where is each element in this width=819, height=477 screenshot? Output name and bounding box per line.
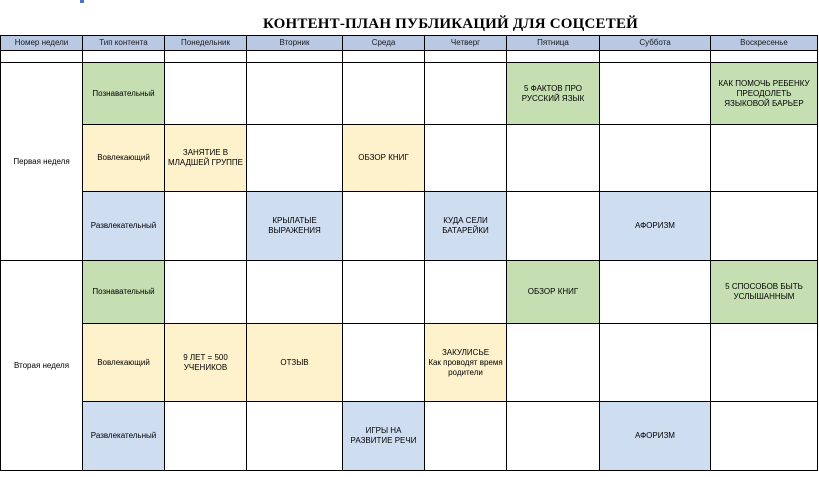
- schedule-cell[interactable]: [600, 324, 711, 402]
- schedule-cell[interactable]: КРЫЛАТЫЕ ВЫРАЖЕНИЯ: [247, 192, 343, 261]
- schedule-cell-title: ЗАКУЛИСЬЕ: [441, 347, 490, 357]
- schedule-cell[interactable]: КУДА СЕЛИ БАТАРЕЙКИ: [425, 192, 507, 261]
- schedule-cell[interactable]: [343, 63, 425, 125]
- header-sunday[interactable]: Воскресенье: [711, 36, 818, 51]
- header-saturday[interactable]: Суббота: [600, 36, 711, 51]
- page-title: КОНТЕНТ-ПЛАН ПУБЛИКАЦИЙ ДЛЯ СОЦСЕТЕЙ: [262, 16, 639, 32]
- schedule-cell[interactable]: АФОРИЗМ: [600, 402, 711, 471]
- header-wednesday[interactable]: Среда: [343, 36, 425, 51]
- schedule-cell[interactable]: [711, 192, 818, 261]
- schedule-cell[interactable]: [711, 125, 818, 192]
- header-monday[interactable]: Понедельник: [165, 36, 247, 51]
- schedule-cell[interactable]: [425, 261, 507, 324]
- schedule-cell[interactable]: [247, 63, 343, 125]
- table-row: [1, 402, 818, 471]
- content-type-cell[interactable]: Познавательный: [83, 261, 165, 324]
- table-row: [1, 192, 818, 261]
- schedule-cell[interactable]: ОТЗЫВ: [247, 324, 343, 402]
- header-friday[interactable]: Пятница: [507, 36, 600, 51]
- schedule-cell[interactable]: [711, 402, 818, 471]
- table-row: [1, 324, 818, 402]
- schedule-cell[interactable]: 9 ЛЕТ = 500 УЧЕНИКОВ: [165, 324, 247, 402]
- table-row: [1, 261, 818, 324]
- content-type-cell[interactable]: Вовлекающий: [83, 324, 165, 402]
- week-label[interactable]: Вторая неделя: [1, 261, 83, 471]
- content-type-cell[interactable]: Развлекательный: [83, 192, 165, 261]
- schedule-cell[interactable]: КАК ПОМОЧЬ РЕБЕНКУ ПРЕОДОЛЕТЬ ЯЗЫКОВОЙ БАРЬЕР: [711, 63, 818, 125]
- header-tuesday[interactable]: Вторник: [247, 36, 343, 51]
- schedule-cell[interactable]: [343, 324, 425, 402]
- schedule-cell[interactable]: [600, 261, 711, 324]
- schedule-cell[interactable]: [247, 261, 343, 324]
- schedule-cell[interactable]: [425, 125, 507, 192]
- schedule-cell[interactable]: [507, 192, 600, 261]
- schedule-cell[interactable]: АФОРИЗМ: [600, 192, 711, 261]
- schedule-cell[interactable]: [165, 192, 247, 261]
- schedule-cell[interactable]: [343, 261, 425, 324]
- table-row: [1, 63, 818, 125]
- schedule-cell[interactable]: [247, 402, 343, 471]
- schedule-cell[interactable]: [507, 324, 600, 402]
- schedule-cell[interactable]: ИГРЫ НА РАЗВИТИЕ РЕЧИ: [343, 402, 425, 471]
- schedule-cell-subtitle: Как проводят время родители: [428, 357, 503, 377]
- content-type-cell[interactable]: Вовлекающий: [83, 125, 165, 192]
- schedule-cell[interactable]: [507, 402, 600, 471]
- schedule-cell[interactable]: ОБЗОР КНИГ: [343, 125, 425, 192]
- schedule-cell[interactable]: [165, 261, 247, 324]
- spacer-row: [1, 51, 818, 63]
- schedule-cell[interactable]: [165, 402, 247, 471]
- schedule-cell[interactable]: 5 СПОСОБОВ БЫТЬ УСЛЫШАННЫМ: [711, 261, 818, 324]
- schedule-cell[interactable]: [711, 324, 818, 402]
- content-plan-table: [0, 35, 818, 471]
- header-week[interactable]: Номер недели: [1, 36, 83, 51]
- week-label[interactable]: Первая неделя: [1, 63, 83, 261]
- schedule-cell[interactable]: [343, 192, 425, 261]
- schedule-cell[interactable]: ОБЗОР КНИГ: [507, 261, 600, 324]
- table-row: [1, 125, 818, 192]
- schedule-cell[interactable]: [507, 125, 600, 192]
- header-type[interactable]: Тип контента: [83, 36, 165, 51]
- schedule-cell[interactable]: [165, 63, 247, 125]
- schedule-cell[interactable]: ЗАНЯТИЕ В МЛАДШЕЙ ГРУППЕ: [165, 125, 247, 192]
- header-row: [1, 36, 818, 51]
- schedule-cell[interactable]: [425, 324, 507, 402]
- header-thursday[interactable]: Четверг: [425, 36, 507, 51]
- schedule-cell[interactable]: 5 ФАКТОВ ПРО РУССКИЙ ЯЗЫК: [507, 63, 600, 125]
- schedule-cell[interactable]: [425, 402, 507, 471]
- content-type-cell[interactable]: Развлекательный: [83, 402, 165, 471]
- cell-cursor-mark: [80, 0, 84, 3]
- schedule-cell[interactable]: [600, 125, 711, 192]
- schedule-cell[interactable]: [247, 125, 343, 192]
- schedule-cell[interactable]: [600, 63, 711, 125]
- content-type-cell[interactable]: Познавательный: [83, 63, 165, 125]
- schedule-cell[interactable]: [425, 63, 507, 125]
